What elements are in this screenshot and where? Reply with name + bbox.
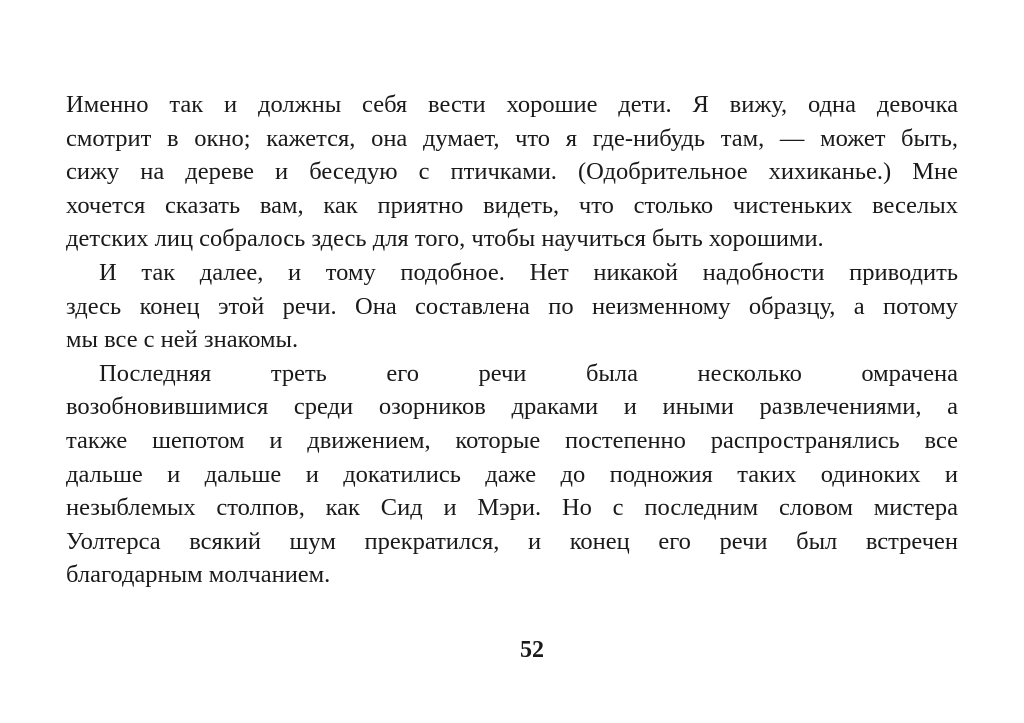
text-line: хочется сказать вам, как приятно видеть, что столько чистеньких веселых xyxy=(66,191,958,219)
text-line: возобновившимися среди озорников драками и иными развлечениями, а xyxy=(66,393,958,421)
text-line: также шепотом и движением, которые постепенно распространялись все xyxy=(66,426,958,454)
body-text xyxy=(66,88,958,592)
text-line: Уолтерса всякий шум прекратился, и конец его речи был встречен xyxy=(66,527,958,555)
text-line: Последняя треть его речи была несколько омрачена xyxy=(99,359,958,387)
text-line: детских лиц собралось здесь для того, чтобы научиться быть хорошими. xyxy=(66,225,824,253)
text-line: сижу на дереве и беседую с птичками. (Одобрительное хихиканье.) Мне xyxy=(66,158,958,186)
page-number: 52 xyxy=(520,637,544,663)
text-line: дальше и дальше и докатились даже до подножия таких одиноких и xyxy=(66,460,958,488)
text-line: благодарным молчанием. xyxy=(66,561,331,589)
text-line: здесь конец этой речи. Она составлена по неизменному образцу, а потому xyxy=(66,292,958,320)
text-line: Именно так и должны себя вести хорошие дети. Я вижу, одна девочка xyxy=(66,91,958,118)
text-line: незыблемых столпов, как Сид и Мэри. Но с последним словом мистера xyxy=(66,494,958,522)
paragraph-3 xyxy=(66,357,958,592)
text-line: И так далее, и тому подобное. Нет никакой надобности приводить xyxy=(99,258,958,286)
text-line: мы все с ней знакомы. xyxy=(66,326,299,354)
paragraph-2 xyxy=(66,256,958,357)
text-line: смотрит в окно; кажется, она думает, что я где-нибудь там, — может быть, xyxy=(66,124,958,152)
paragraph-1 xyxy=(66,88,958,256)
